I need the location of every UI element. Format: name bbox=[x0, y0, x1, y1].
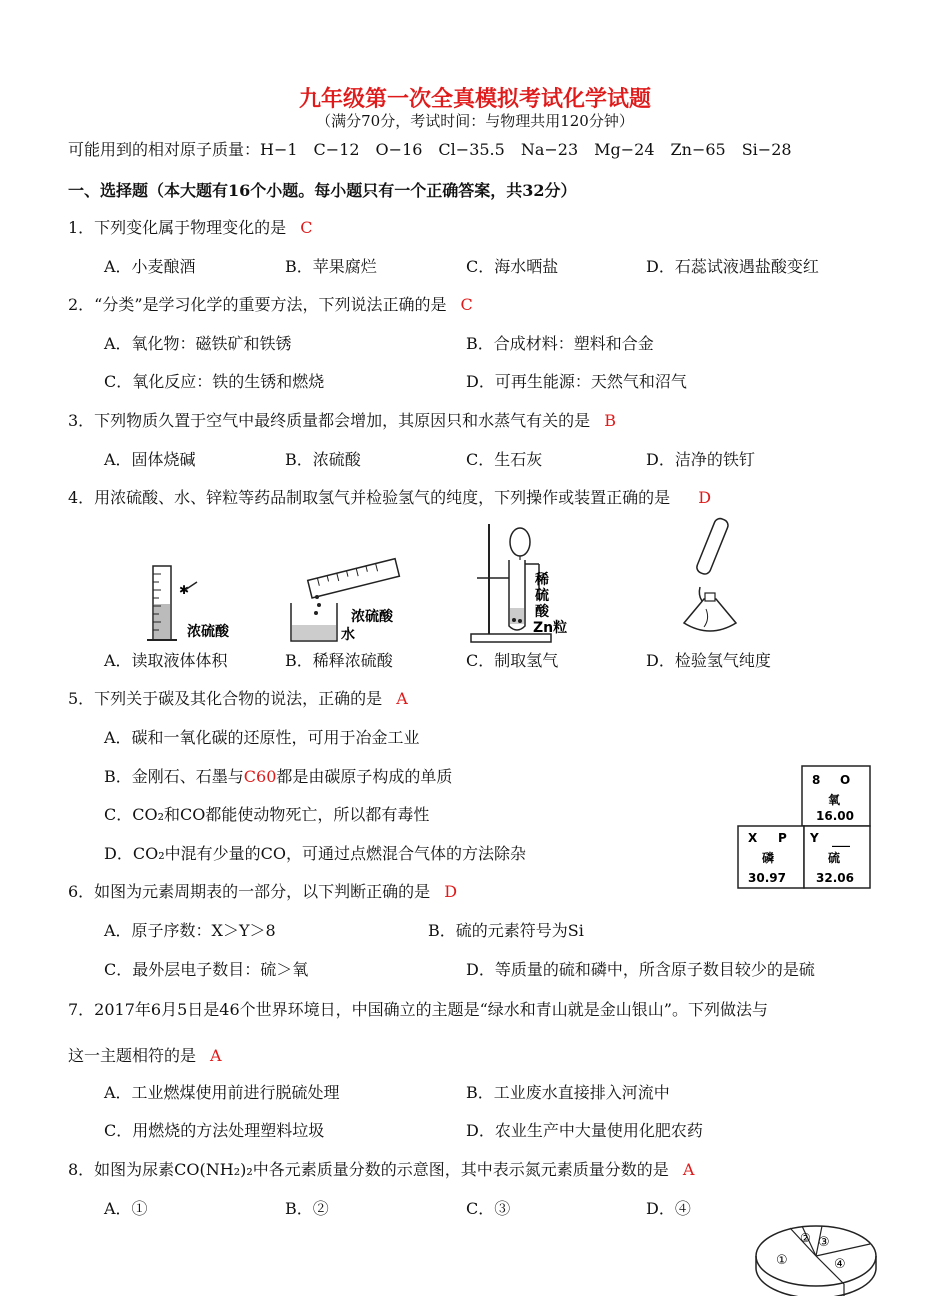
element-number: 8 bbox=[812, 773, 821, 787]
figure-apparatus bbox=[465, 520, 580, 644]
option-c: C．③ bbox=[466, 1199, 511, 1218]
figure-label: 浓硫酸 bbox=[351, 609, 393, 625]
option-d: D．检验氢气纯度 bbox=[646, 651, 771, 670]
option-a: A．小麦酿酒 bbox=[104, 257, 196, 276]
figure-label: 硫 bbox=[535, 588, 549, 604]
element-mass: 32.06 bbox=[816, 871, 854, 885]
option-d: D．石蕊试液遇盐酸变红 bbox=[646, 257, 819, 276]
question-7-cont bbox=[68, 1043, 222, 1066]
question-stem: 8．如图为尿素CO(NH₂)₂中各元素质量分数的示意图，其中表示氮元素质量分数的是 bbox=[68, 1160, 669, 1179]
option-b bbox=[104, 764, 452, 787]
option-a: A．① bbox=[104, 1199, 148, 1218]
option-b: B．硫的元素符号为Si bbox=[428, 921, 584, 940]
figure-test-tube bbox=[670, 515, 750, 643]
option-a: A．工业燃煤使用前进行脱硫处理 bbox=[104, 1083, 340, 1102]
figure-label: Zn粒 bbox=[533, 620, 568, 636]
option-text: 都是由碳原子构成的单质 bbox=[276, 767, 453, 786]
option-d: D．等质量的硫和磷中，所含原子数目较少的是硫 bbox=[466, 960, 815, 979]
question-8 bbox=[68, 1157, 694, 1180]
question-stem: 4．用浓硫酸、水、锌粒等药品制取氢气并检验氢气的纯度，下列操作或装置正确的是 bbox=[68, 488, 671, 507]
answer: C bbox=[460, 295, 473, 314]
c60-formula: C60 bbox=[243, 767, 277, 786]
option-a: A．读取液体体积 bbox=[104, 651, 228, 670]
pie-label: ③ bbox=[818, 1235, 830, 1250]
section-heading: 一、选择题（本大题有16个小题。每小题只有一个正确答案，共32分） bbox=[68, 181, 577, 200]
question-stem: 3．下列物质久置于空气中最终质量都会增加，其原因只和水蒸气有关的是 bbox=[68, 411, 591, 430]
answer: A bbox=[210, 1046, 222, 1065]
option-c: C．最外层电子数目：硫＞氧 bbox=[104, 960, 309, 979]
element-number: Y bbox=[810, 831, 819, 845]
question-7: 7．2017年6月5日是46个世界环境日，中国确立的主题是“绿水和青山就是金山银山”。下列做法与 bbox=[68, 1000, 768, 1019]
question-6 bbox=[68, 879, 457, 902]
option-d: D．洁净的铁钉 bbox=[646, 450, 755, 469]
option-c: C．氧化反应：铁的生锈和燃烧 bbox=[104, 372, 325, 391]
option-a: A．碳和一氧化碳的还原性，可用于冶金工业 bbox=[104, 728, 420, 747]
question-stem: 1．下列变化属于物理变化的是 bbox=[68, 218, 287, 237]
question-stem: 这一主题相符的是 bbox=[68, 1046, 197, 1065]
exam-subtitle: （满分70分，考试时间：与物理共用120分钟） bbox=[316, 112, 634, 130]
figure-label: 浓硫酸 bbox=[187, 624, 229, 640]
pie-label: ② bbox=[800, 1231, 811, 1245]
option-b: B．苹果腐烂 bbox=[285, 257, 377, 276]
element-symbol: P bbox=[778, 831, 787, 845]
figure-label: 稀 bbox=[535, 572, 549, 588]
exam-title: 九年级第一次全真模拟考试化学试题 bbox=[298, 86, 651, 112]
answer: A bbox=[682, 1160, 695, 1179]
question-1 bbox=[68, 215, 312, 238]
element-name: 磷 bbox=[762, 851, 775, 865]
option-d: D．CO₂中混有少量的CO，可通过点燃混合气体的方法除杂 bbox=[104, 844, 526, 863]
figure-label: 酸 bbox=[535, 604, 549, 620]
option-c: C．用燃烧的方法处理塑料垃圾 bbox=[104, 1121, 325, 1140]
option-text: B．金刚石、石墨与 bbox=[104, 767, 244, 786]
question-stem: 5．下列关于碳及其化合物的说法，正确的是 bbox=[68, 689, 383, 708]
pie-label: ① bbox=[776, 1253, 788, 1268]
option-b: B．合成材料：塑料和合金 bbox=[466, 334, 654, 353]
answer: B bbox=[604, 411, 616, 430]
answer: A bbox=[396, 689, 408, 708]
element-symbol: O bbox=[840, 773, 851, 787]
option-b: B．浓硫酸 bbox=[285, 450, 361, 469]
option-d: D．可再生能源：天然气和沼气 bbox=[466, 372, 687, 391]
option-c: C．生石灰 bbox=[466, 450, 543, 469]
option-b: B．稀释浓硫酸 bbox=[285, 651, 393, 670]
option-a: A．氧化物：磁铁矿和铁锈 bbox=[104, 334, 292, 353]
question-3 bbox=[68, 408, 616, 431]
figure-label: 水 bbox=[341, 627, 355, 643]
mass-fraction-pie bbox=[752, 1212, 882, 1296]
figure-beaker bbox=[285, 555, 415, 645]
option-b: B．② bbox=[285, 1199, 329, 1218]
option-b: B．工业废水直接排入河流中 bbox=[466, 1083, 670, 1102]
svg-text:✱: ✱ bbox=[179, 583, 190, 597]
periodic-table-fragment bbox=[736, 764, 882, 890]
question-2 bbox=[68, 292, 473, 315]
atomic-masses: 可能用到的相对原子质量：H−1 C−12 O−16 Cl−35.5 Na−23 Mg−24 Zn−65 Si−28 bbox=[68, 140, 792, 159]
option-c: C．制取氢气 bbox=[466, 651, 559, 670]
pie-label: ④ bbox=[834, 1257, 846, 1272]
option-c: C．海水晒盐 bbox=[466, 257, 559, 276]
element-mass: 30.97 bbox=[748, 871, 786, 885]
answer: D bbox=[444, 882, 458, 901]
element-name: 氧 bbox=[828, 793, 841, 807]
option-c: C．CO₂和CO都能使动物死亡，所以都有毒性 bbox=[104, 805, 430, 824]
question-5 bbox=[68, 686, 408, 709]
element-mass: 16.00 bbox=[816, 809, 854, 823]
option-a: A．原子序数：X＞Y＞8 bbox=[104, 921, 276, 940]
question-4 bbox=[68, 485, 711, 508]
option-a: A．固体烧碱 bbox=[104, 450, 196, 469]
figure-cylinder bbox=[145, 560, 265, 642]
question-stem: 6．如图为元素周期表的一部分，以下判断正确的是 bbox=[68, 882, 431, 901]
element-name: 硫 bbox=[828, 851, 841, 865]
option-d: D．④ bbox=[646, 1199, 691, 1218]
answer: C bbox=[300, 218, 313, 237]
option-d: D．农业生产中大量使用化肥农药 bbox=[466, 1121, 703, 1140]
answer: D bbox=[698, 488, 712, 507]
element-symbol: ___ bbox=[832, 833, 850, 847]
question-stem: 2．“分类”是学习化学的重要方法，下列说法正确的是 bbox=[68, 295, 447, 314]
element-number: X bbox=[748, 831, 758, 845]
